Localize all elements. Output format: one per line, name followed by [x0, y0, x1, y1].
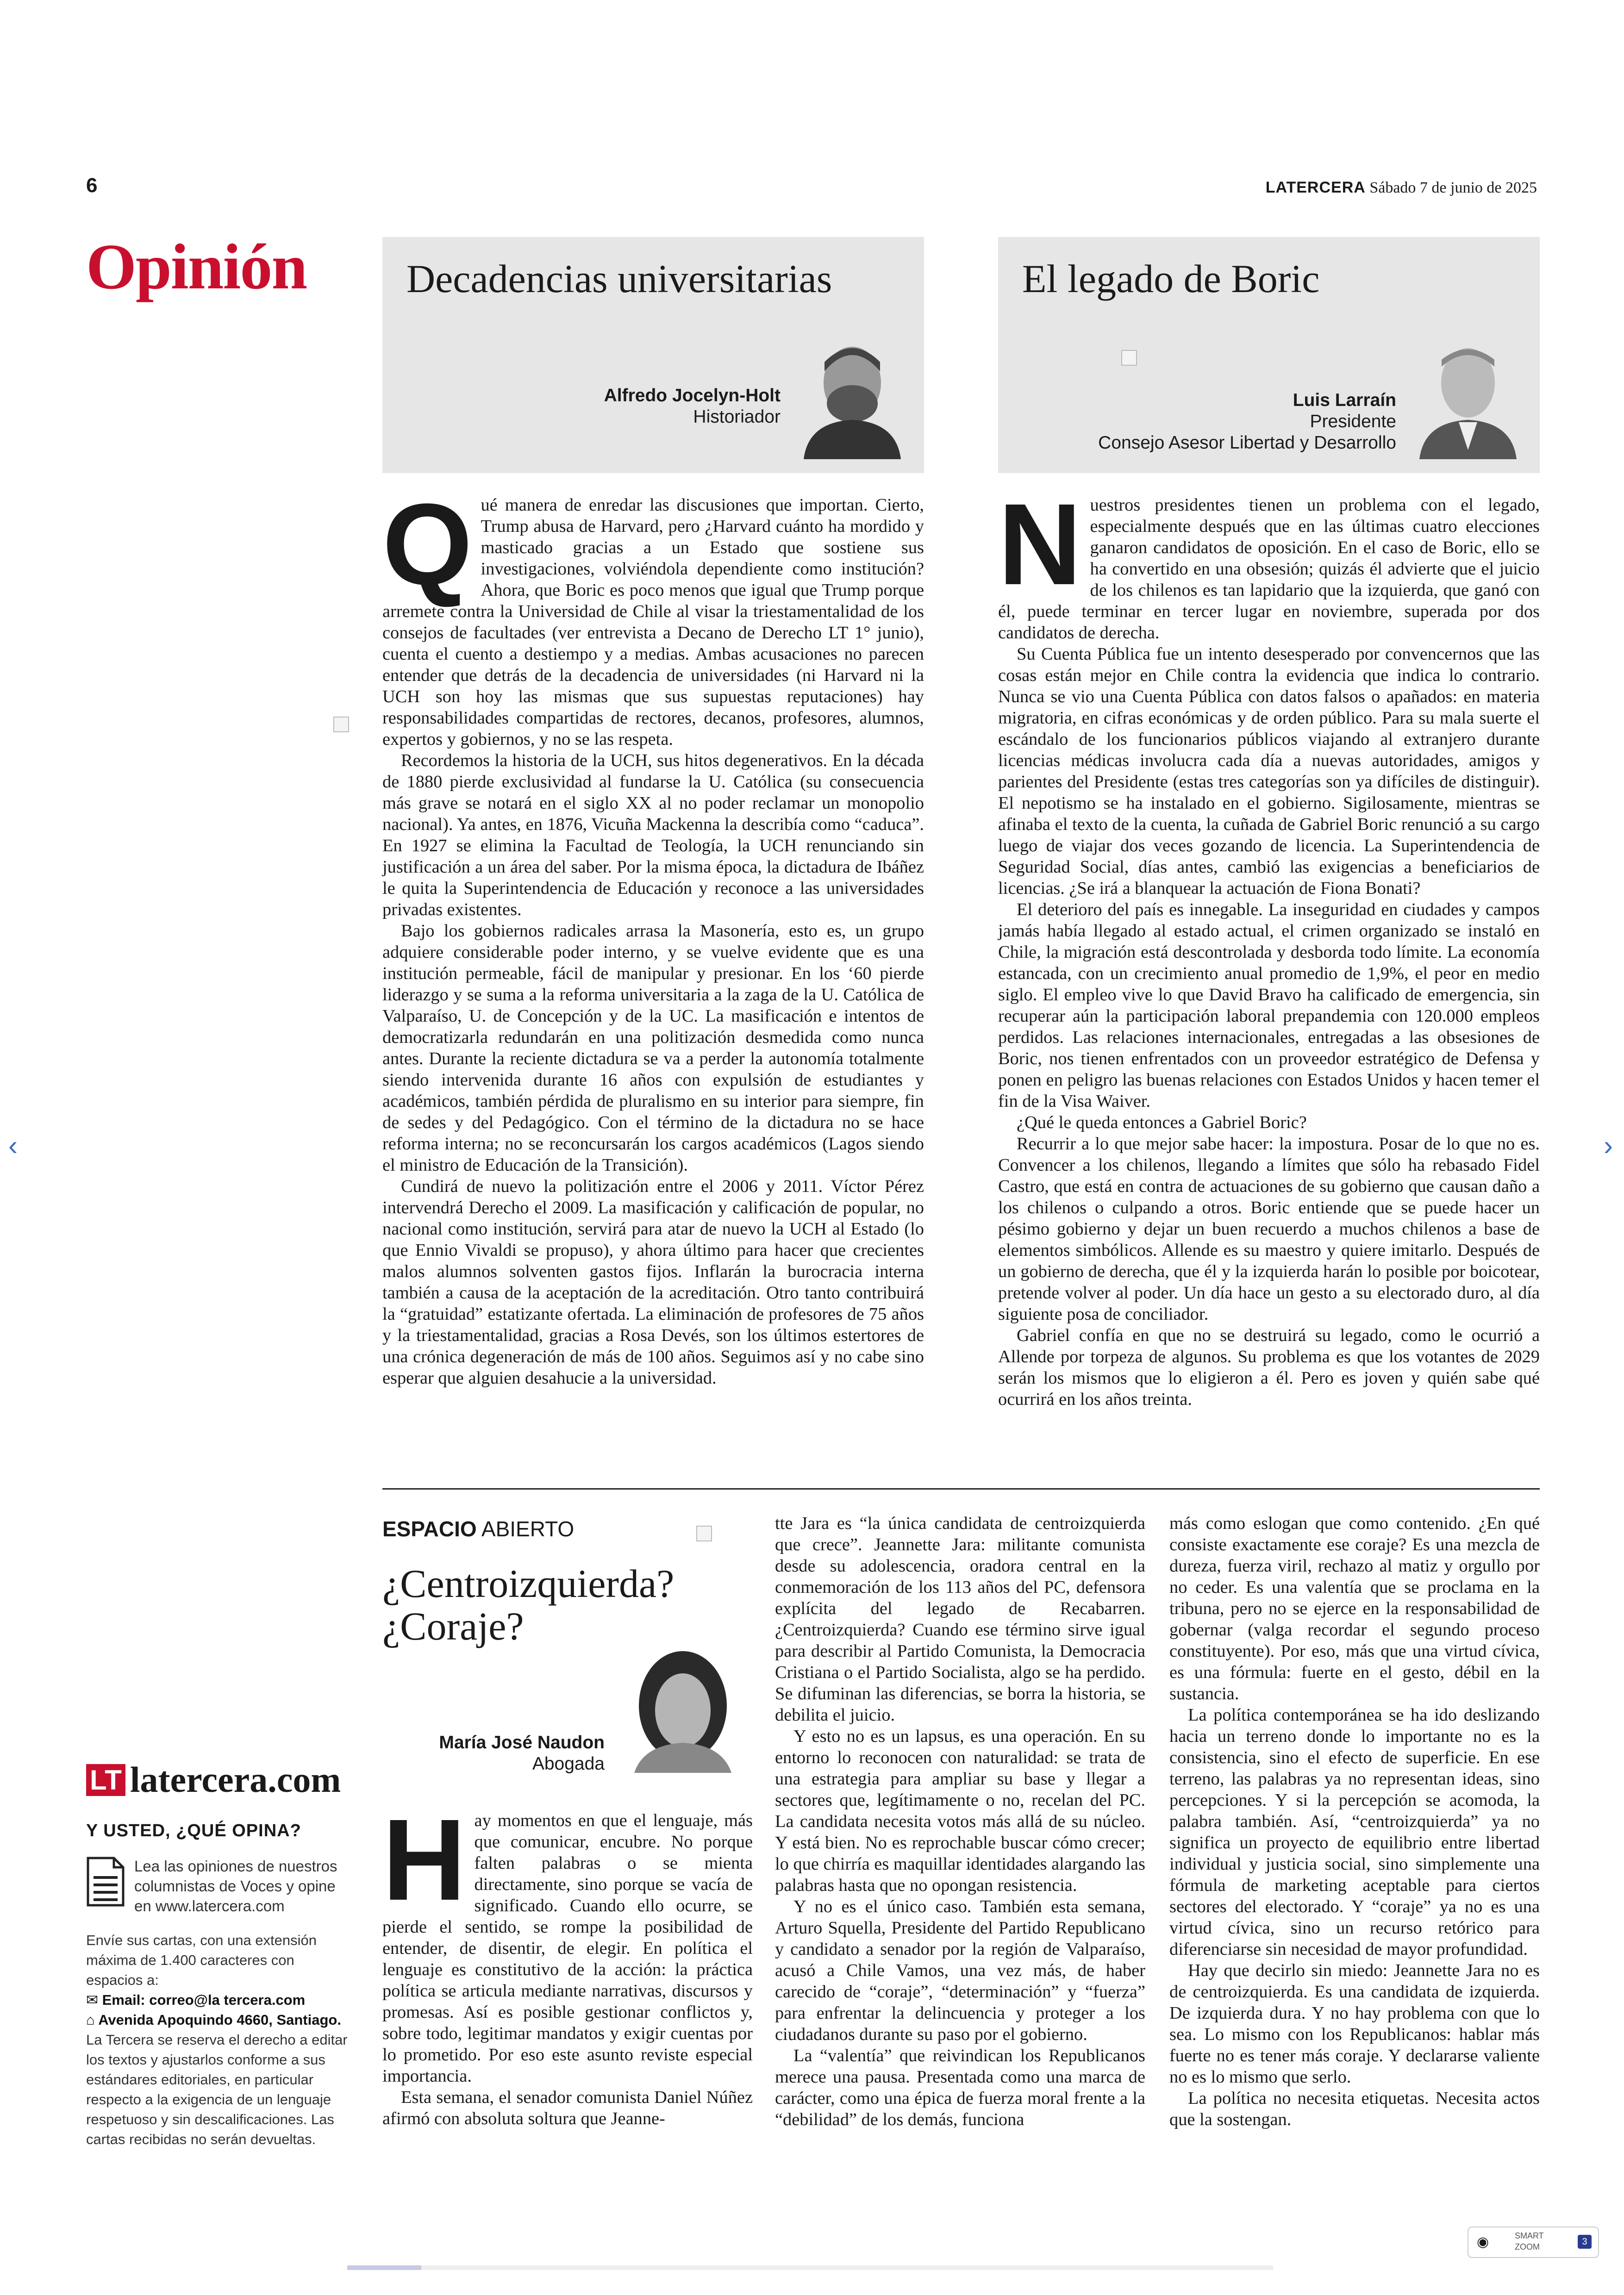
author-portrait-jocelyn-holt — [799, 334, 906, 459]
smart-zoom-button[interactable] — [1468, 2226, 1599, 2258]
prev-page-icon[interactable]: ‹ — [8, 1130, 18, 1161]
horizontal-scrollbar[interactable] — [347, 2265, 1273, 2270]
right-article-body — [998, 480, 1540, 1410]
paragraph: Y no es el único caso. También esta semana, Arturo Squella, Presidente del Partido Republicano y candidato a senador por la región de Valparaíso, acusó a Chile Vamos, una vez más, de haber carecido de “coraje”, “determinación” y “fuerza” para enfrentar la delincuencia y proteger a los ciudadanos durante su paso por el gobierno. — [775, 1897, 1145, 2044]
dropcap: N — [998, 480, 1082, 609]
paragraph: Esta semana, el senador comunista Daniel Núñez afirmó con absoluta soltura que Jeanne- — [382, 2088, 753, 2128]
email-line — [86, 1990, 355, 2010]
instructions-text: Envíe sus cartas, con una extensión máxima de 1.400 caracteres con espacios a: — [86, 1932, 317, 1988]
scrollbar-thumb[interactable] — [347, 2265, 421, 2270]
paragraph: Su Cuenta Pública fue un intento desesperado por convencernos que las cosas están mejor en Chile contra la evidencia que indica lo contrario. Nunca se vio una Cuenta Pública con datos falsos o apañados: en materia migratoria, en cifras económicas y de orden público. Para su mala suerte el escándalo de los funcionarios públicos viajando al extranjero durante licencias médicas involucra cada día a nuevas autoridades, amigos y parientes del Presidente (estas tres categorías son ya difíciles de distinguir). El nepotismo se ha instalado en el gobierno. Sigilosamente, mientras se afinaba el texto de la cuenta, la cuñada de Gabriel Boric renunció a su cargo luego de viajar dos veces gozando de licencia. La Superintendencia de Seguridad Social, días antes, cambió las exigencias a beneficiarios de licencias. ¿Se irá a blanquear la actuación de Fiona Bonati? — [998, 644, 1540, 898]
paragraph: Gabriel confía en que no se destruirá su legado, como le ocurrió a Allende por torpeza de algunos. Su problema es que los votantes de 2029 serán los mismos que lo eligieron a él. Pero es joven y quién sabe qué ocurrirá en los años treinta. — [998, 1326, 1540, 1409]
paragraph: más como eslogan que como contenido. ¿En qué consiste exactamente ese coraje? Es una mezcla de dureza, fuerza viril, rechazo al matiz y orgullo por no ceder. Es una valentía que se proclama en la tribuna, pero no se ejerce en la responsabilidad de gobernar (valga recordar el segundo proceso constituyente). Por eso, más que una virtud cívica, es una fórmula: fuerte en el gesto, débil en la sustancia. — [1169, 1514, 1540, 1703]
opina-promo: Lea las opiniones de nuestros columnistas de Voces y opine en www.latercera.com — [134, 1858, 337, 1915]
section-divider — [382, 1488, 1540, 1490]
email-icon: ✉ — [86, 1992, 102, 2008]
espacio-abierto-kicker — [382, 1516, 574, 1541]
annotation-icon[interactable] — [333, 717, 349, 732]
paragraph: El deterioro del país es innegable. La inseguridad en ciudades y campos jamás había llegado al estado actual, el crimen organizado se instaló en Chile, la migración está descontrolada y desborda todo límite. La economía estancada, con un crecimiento anual promedio de 1,9%, el peor en medio siglo. El empleo vive lo que David Bravo ha calificado de emergencia, sin recuperar aún la participación laboral prepandemia con 120.000 empleos perdidos. Las relaciones internacionales, entregadas a las obsesiones de Boric, nos tienen enfrentados con un proveedor estratégico de Defensa y ponen en peligro las buenas relaciones con Estados Unidos y hacen temer el fin de la Visa Waiver. — [998, 900, 1540, 1111]
opina-heading: Y USTED, ¿QUÉ OPINA? — [86, 1821, 301, 1840]
annotation-icon[interactable] — [1121, 350, 1137, 366]
right-article-header — [998, 237, 1540, 473]
document-icon — [86, 1856, 125, 1907]
paragraph: La política no necesita etiquetas. Necesita actos que la sostengan. — [1169, 2089, 1540, 2129]
left-article-title: Decadencias universitarias — [406, 256, 832, 301]
dropcap: H — [382, 1795, 466, 1924]
author-portrait-naudon — [625, 1648, 741, 1773]
paragraph: Recordemos la historia de la UCH, sus hitos degenerativos. En la década de 1880 pierde exclusividad al fundarse la U. Católica (su consecuencia más grave se notará en el siglo XX al no poder reclamar un monopolio nacional). Ya antes, en 1876, Vicuña Mackenna la describía como “caduca”. En 1927 se elimina la Facultad de Teología, la UCH renunciando sin justificación a un área del saber. Por la misma época, la dictadura de Ibáñez le quita la Superintendencia de Educación y reconoce a las universidades privadas existentes. — [382, 751, 924, 919]
paragraph: La “valentía” que reivindican los Republicanos merece una pausa. Presentada como una marca de carácter, como una épica de fuerza moral frente a la “debilidad” de los demás, funciona — [775, 2046, 1145, 2129]
paragraph: La política contemporánea se ha ido deslizando hacia un terreno donde lo importante no es la consistencia, sino el efecto de superficie. En ese terreno, las palabras ya no representan ideas, sino percepciones. Y si la percepción se acomoda, la palabra también. Así, “centroizquierda” ya no significa un proyecto de equilibrio entre libertad individual y justicia social, sino simplemente una fórmula de marketing aceptable para ciertos sectores del electorado. Y “coraje” ya no es una virtud cívica, sino un recurso retórico para diferenciarse sin necesidad de mayor profundidad. — [1169, 1705, 1540, 1959]
masthead — [1266, 179, 1537, 197]
paragraph: ay momentos en que el lenguaje, más que comunicar, encubre. No porque falten palabras o se mienta directamente, sino porque se vacía de significado. Cuando ello ocurre, se pierde el sentido, se rompe la posibilidad de entender, de disentir, de elegir. En política el lenguaje es constitutivo de la acción: la práctica política se articula mediante narrativas, discursos y promesas. Así es posible gestionar conflictos y, sobre todo, legitimar mandatos y exigir cuentas por lo prometido. Por eso este asunto reviste especial importancia. — [382, 1811, 753, 2086]
author-role: Abogada — [532, 1754, 605, 1774]
paragraph: ué manera de enredar las discusiones que importan. Cierto, Trump abusa de Harvard, pero ¿Harvard cuánto ha mordido y masticado gracias a un Estado que sostiene sus investigaciones, volviéndola dependiente como institución? Ahora, que Boric es poco menos que igual que Trump porque arremete contra la Universidad de Chile al visar la triestamentalidad de los consejos de facultades (ver entrevista a Decano de Derecho LT 1° junio), cuenta el cuento a destiempo y a medias. Ambas acusaciones no parecen entender que detrás de la decadencia de universidades (ni Harvard ni la UCH son hoy las mismas que sus supuestas reputaciones) hay responsabilidades compartidas de rectores, decanos, profesores, alumnos, expertos y gobiernos, y no se las respeta. — [382, 495, 924, 749]
title-line: ¿Centroizquierda? — [382, 1561, 675, 1606]
eye-icon: ◉ — [1477, 2234, 1489, 2250]
next-page-icon[interactable]: › — [1604, 1130, 1613, 1161]
author-portrait-larrain — [1415, 334, 1521, 459]
paragraph: ¿Qué le queda entonces a Gabriel Boric? — [1017, 1113, 1307, 1132]
right-author-role: Presidente — [1310, 412, 1396, 431]
address-label: Avenida Apoquindo 4660, Santiago. — [98, 2012, 341, 2028]
paragraph: Y esto no es un lapsus, es una operación. En su entorno lo reconocen con naturalidad: se trata de una estrategia para ampliar su base y llegar a sectores que, legítimamente o no, recelan del PC. La candidata necesita votos más allá de su núcleo. Y está bien. No es reprochable buscar cómo crecer; lo que chirría es maquillar identidades alargando las palabras hasta que no opongan resistencia. — [775, 1727, 1145, 1895]
latercera-logo — [86, 1759, 341, 1801]
paragraph: Bajo los gobiernos radicales arrasa la Masonería, esto es, un grupo adquiere considerable poder interno, y se vuelve evidente que es una institución permeable, fácil de manipular y presionar. En los ‘60 pierde liderazgo y se suma a la reforma universitaria a la zaga de la U. Católica de Valparaíso, U. de Concepción y de la UC. La masificación e intentos de democratizarla redundarán en una politización desmedida como nunca antes. Durante la reciente dictadura se va a perder la autonomía totalmente siendo intervenida durante 16 años con expulsión de estudiantes y académicos, también pérdida de pluralismo en su interior para siempre, fin de sedes y del Pedagógico. Con el término de la dictadura no se hace reforma interna; no se reconcursarán los cargos académicos (Lagos siendo el ministro de Educación de la Transición). — [382, 921, 924, 1175]
masthead-brand: LATERCERA — [1265, 179, 1366, 196]
disclaimer-text: La Tercera se reserva el derecho a editar los textos y ajustarlos conforme a sus estándares editoriales, en particular respecto a la exigencia de un lenguaje respetuoso y sin descalificaciones. Las cartas recibidas no serán devueltas. — [86, 2032, 348, 2147]
paragraph: tte Jara es “la única candidata de centroizquierda que crece”. Jeannette Jara: militante comunista desde su adolescencia, oradora central en la conmemoración de los 113 años del PC, defensora explícita del legado de Recabarren. ¿Centroizquierda? Cuando ese término sirve igual para describir al Partido Comunista, la Democracia Cristiana o el Partido Socialista, algo se ha perdido. Se difuminan las diferencias, se borra la historia, se debilita el juicio. — [775, 1514, 1145, 1725]
smart-zoom-label: SMART ZOOM — [1515, 2231, 1544, 2251]
espacio-abierto-author — [382, 1732, 605, 1775]
right-author-name: Luis Larraín — [1293, 390, 1396, 410]
logo-mark: LT — [86, 1764, 125, 1796]
right-article-author — [1098, 390, 1396, 454]
logo-site: latercera.com — [130, 1759, 341, 1800]
smart-zoom-badge: 3 — [1578, 2235, 1592, 2249]
dropcap: Q — [382, 480, 473, 609]
paragraph: uestros presidentes tienen un problema con el legado, especialmente después que en las últimas cuatro elecciones ganaron candidatos de oposición. En el caso de Boric, ello se ha convertido en una obsesión; quizás él advierte que el juicio de los chilenos es tan lapidario que la izquierda, que ganó con él, puede terminar en tercer lugar en noviembre, superada por dos candidatos de derecha. — [998, 495, 1540, 642]
espacio-col1 — [382, 1795, 753, 2129]
left-article-author — [604, 385, 781, 428]
espacio-col2 — [775, 1513, 1145, 2130]
masthead-date: Sábado 7 de junio de 2025 — [1369, 179, 1537, 196]
annotation-icon[interactable] — [696, 1526, 712, 1541]
paragraph: Recurrir a lo que mejor sabe hacer: la impostura. Posar de lo que no es. Convencer a los chilenos, llegando a límites que sólo ha rebasado Fidel Castro, que está en contra de actuaciones de su gobierno que causan daño a los chilenos o culpando a otros. Boric entiende que se puede hacer un pésimo gobierno y dejar un buen recuerdo a muchos chilenos a base de elementos simbólicos. Allende es su maestro y quiere imitarlo. Después de un gobierno de derecha, que él y la izquierda harán lo posible por boicotear, pretende volver al poder. Un día hace un gesto a su electorado duro, al día siguiente posa de conciliador. — [998, 1134, 1540, 1324]
right-article-title: El legado de Boric — [1022, 256, 1320, 301]
sidebar-instructions — [86, 1930, 355, 2149]
kicker-bold: ESPACIO — [382, 1517, 477, 1541]
left-article-body — [382, 480, 924, 1389]
page-number: 6 — [86, 174, 98, 197]
right-author-org: Consejo Asesor Libertad y Desarrollo — [1098, 433, 1396, 453]
paragraph: Hay que decirlo sin miedo: Jeannette Jara no es de centroizquierda. Es una candidata de izquierda. De izquierda dura. Y no hay problema con que lo sea. Lo mismo con los Republicanos: hablar más fuerte no es tener más coraje. Y declararse valiente no es lo mismo que serlo. — [1169, 1961, 1540, 2087]
section-title: Opinión — [86, 231, 307, 303]
kicker-light: ABIERTO — [481, 1517, 575, 1541]
address-line — [86, 2010, 355, 2030]
author-name: María José Naudon — [439, 1733, 605, 1752]
mailbox-icon: ⌂ — [86, 2012, 99, 2028]
left-author-role: Historiador — [693, 407, 781, 427]
title-line: ¿Coraje? — [382, 1604, 524, 1648]
left-author-name: Alfredo Jocelyn-Holt — [604, 386, 781, 405]
espacio-abierto-title — [382, 1562, 753, 1647]
email-label: Email: correo@la tercera.com — [102, 1992, 306, 2008]
left-article-header — [382, 237, 924, 473]
paragraph: Cundirá de nuevo la politización entre el 2006 y 2011. Víctor Pérez intervendrá Derecho el 2009. La masificación y calificación de popular, no nacional como institución, servirá para atar de nuevo la UCH al Estado (lo que Ennio Vivaldi se propuso), y ahora último para hacer que crecientes malos alumnos solventen gastos fijos. Inflarán la burocracia interna también a causa de la aceptación de la acreditación. Otro tanto contribuirá la “gratuidad” estatizante ofertada. La eliminación de profesores de 75 años y la triestamentalidad, gracias a Rosa Devés, son los últimos estertores de una crónica degeneración de más de 100 años. Seguimos así y no cabe sino esperar que alguien desahucie a la universidad. — [382, 1177, 924, 1388]
espacio-col3 — [1169, 1513, 1540, 2130]
